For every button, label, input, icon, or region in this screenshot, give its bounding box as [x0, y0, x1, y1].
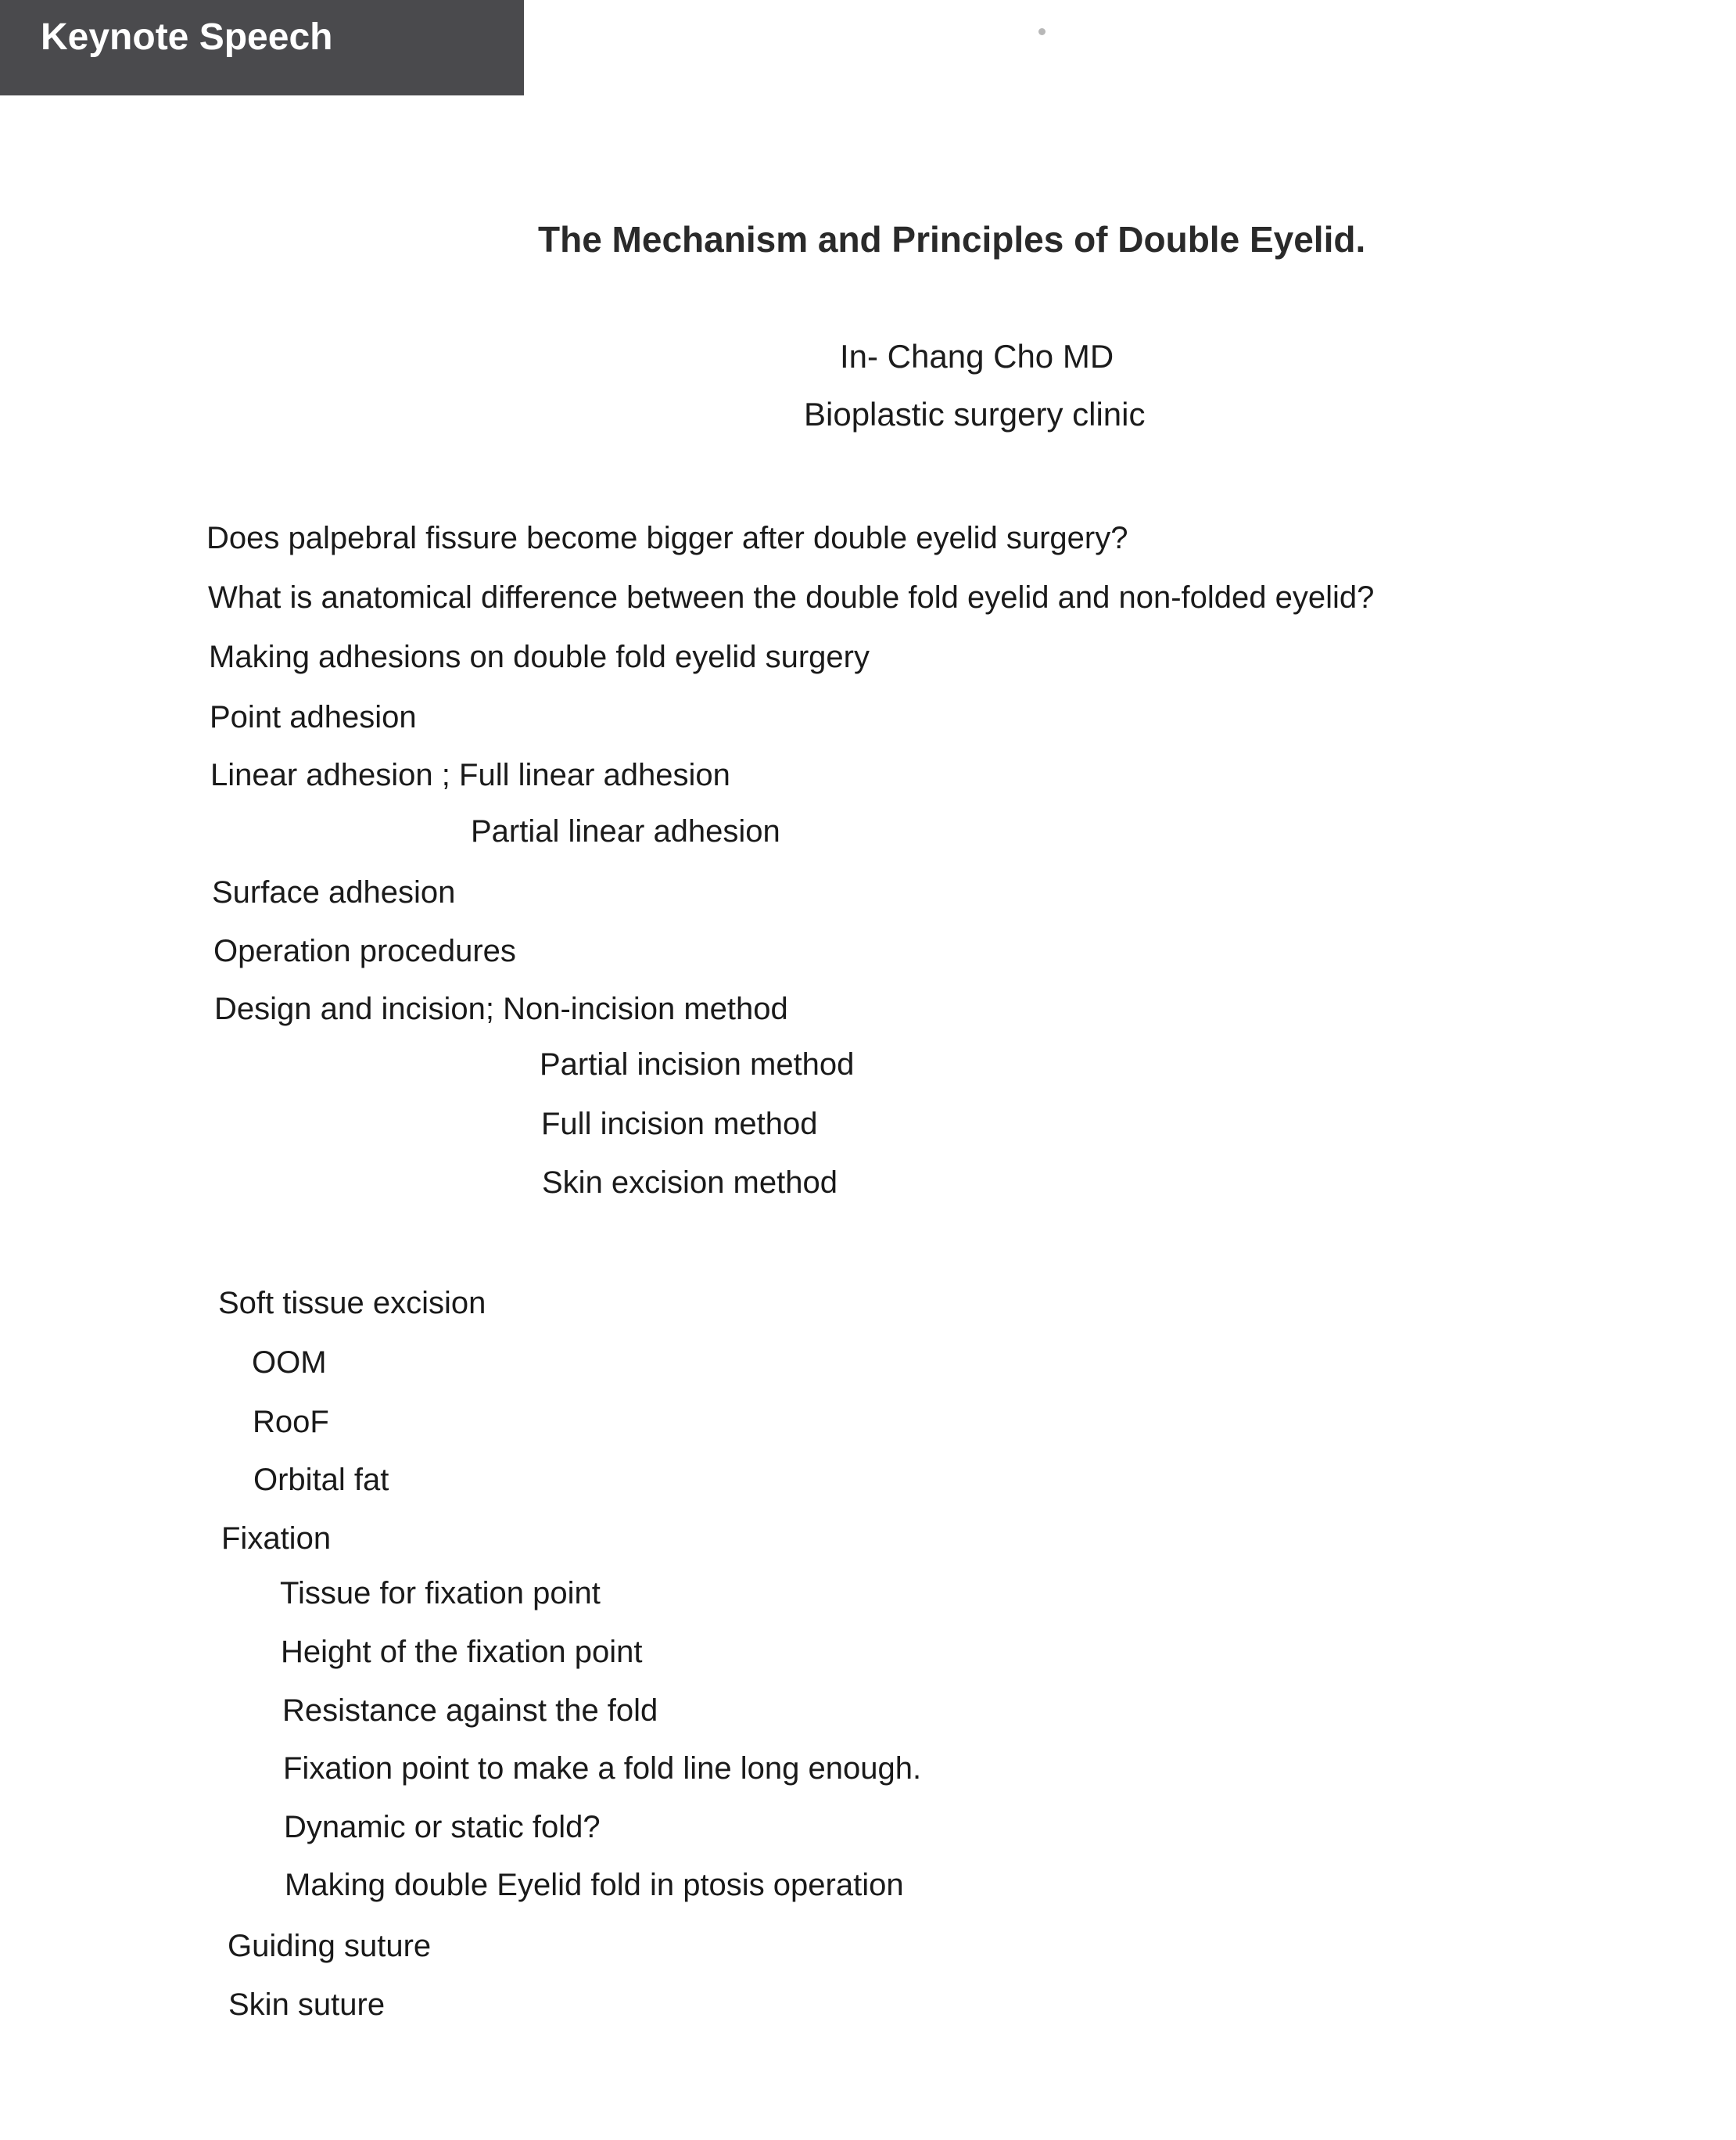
outline-line: Height of the fixation point: [281, 1635, 643, 1669]
outline-line: Point adhesion: [210, 700, 417, 734]
outline-line: Skin suture: [228, 1987, 386, 2022]
outline-line: OOM: [252, 1345, 327, 1380]
outline-line: Tissue for fixation point: [280, 1576, 601, 1610]
document-title: The Mechanism and Principles of Double Eyelid.: [538, 219, 1366, 260]
outline-line: Orbital fat: [253, 1463, 389, 1497]
outline-line: Fixation point to make a fold line long enough.: [283, 1751, 922, 1786]
outline-line: Operation procedures: [213, 934, 516, 968]
outline-line: Dynamic or static fold?: [284, 1810, 601, 1844]
author-name: In- Chang Cho MD: [840, 338, 1114, 375]
outline-line: Partial linear adhesion: [471, 814, 780, 849]
outline-line: Partial incision method: [540, 1047, 855, 1082]
keynote-banner: [0, 0, 524, 95]
outline-line: Soft tissue excision: [218, 1286, 486, 1320]
author-affiliation: Bioplastic surgery clinic: [804, 396, 1146, 433]
outline-line: Surface adhesion: [212, 875, 456, 910]
outline-line: RooF: [253, 1405, 329, 1439]
outline-line: Skin excision method: [542, 1165, 838, 1200]
outline-line: Making double Eyelid fold in ptosis operation: [285, 1868, 904, 1902]
outline-line: Design and incision; Non-incision method: [214, 992, 788, 1026]
outline-line: Making adhesions on double fold eyelid surgery: [209, 640, 870, 674]
outline-line: Guiding suture: [228, 1929, 432, 1963]
outline-line: Resistance against the fold: [282, 1693, 658, 1728]
scan-speck: [1038, 28, 1046, 35]
outline-line: Fixation: [221, 1521, 332, 1556]
outline-line: Does palpebral fissure become bigger after double eyelid surgery?: [206, 521, 1128, 555]
keynote-label: Keynote Speech: [41, 16, 333, 58]
outline-line: Full incision method: [541, 1107, 818, 1141]
outline-line: What is anatomical difference between the double fold eyelid and non-folded eyelid?: [208, 580, 1375, 615]
outline-line: Linear adhesion ; Full linear adhesion: [210, 758, 730, 792]
